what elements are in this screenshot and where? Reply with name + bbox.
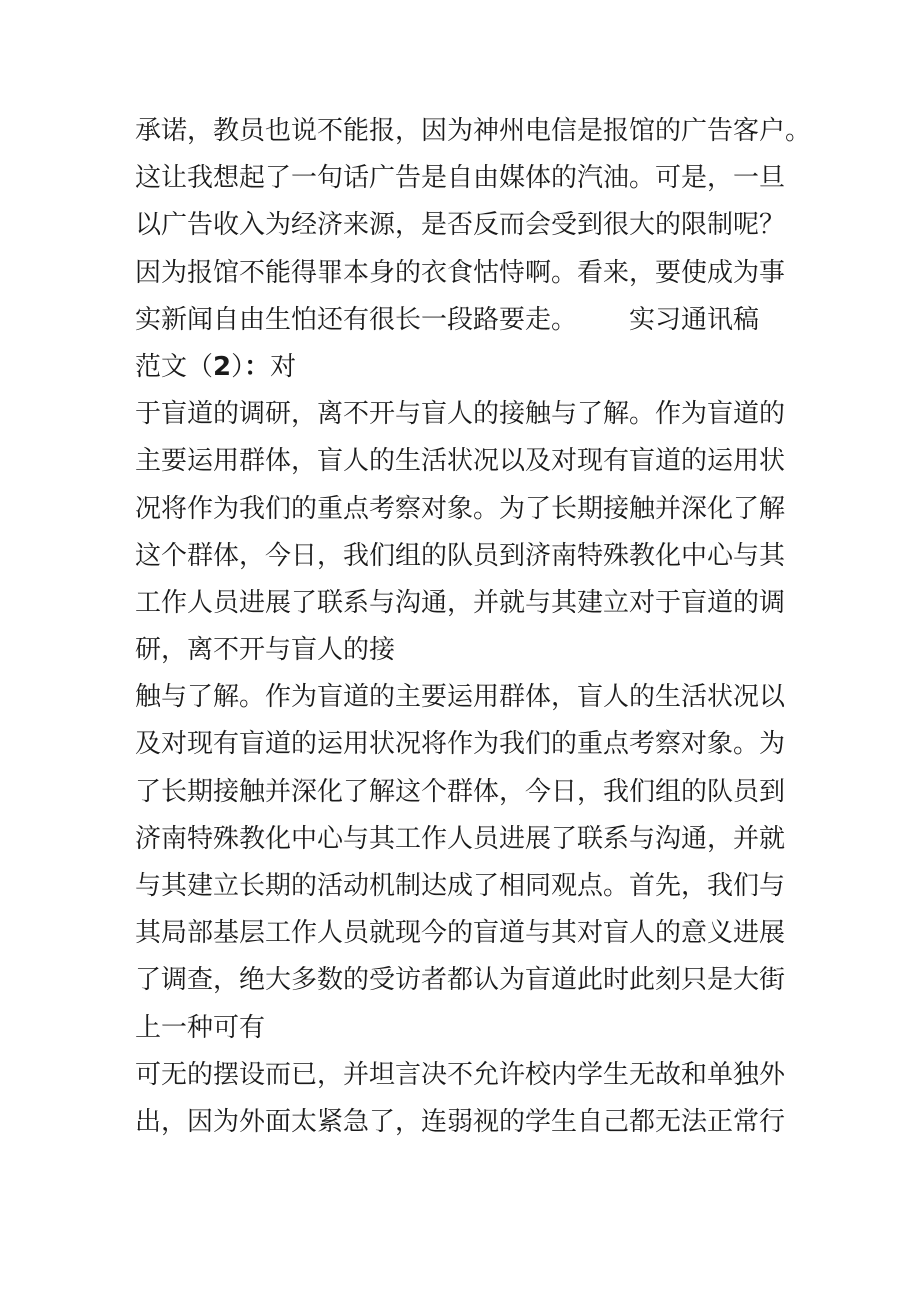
paragraph-line: 了调查，绝大多数的受访者都认为盲道此时此刻只是大街 bbox=[135, 965, 786, 996]
paragraph-line: 因为报馆不能得罪本身的衣食怙恃啊。看来，要使成为事 bbox=[135, 257, 786, 288]
paragraph-line: 主要运用群体，盲人的生活状况以及对现有盲道的运用状 bbox=[135, 446, 786, 477]
heading-colon: ： bbox=[244, 351, 271, 382]
heading-close: ） bbox=[231, 351, 245, 382]
heading-prefix: 范文（ bbox=[135, 351, 214, 382]
paragraph-line: 出，因为外面太紧急了，连弱视的学生自己都无法正常行 bbox=[135, 1106, 786, 1137]
paragraph-line: 研，离不开与盲人的接 bbox=[135, 635, 396, 666]
paragraph-line: 与其建立长期的活动机制达成了相同观点。首先，我们与 bbox=[135, 871, 786, 901]
paragraph-line: 可无的摆设而已，并坦言决不允许校内学生无故和单独外 bbox=[135, 1059, 786, 1090]
paragraph-line: 况将作为我们的重点考察对象。为了长期接触并深化了解 bbox=[135, 493, 786, 524]
paragraph-line: 及对现有盲道的运用状况将作为我们的重点考察对象。为 bbox=[135, 729, 786, 760]
heading-number: 2 bbox=[213, 351, 232, 382]
document-body bbox=[135, 108, 815, 1146]
paragraph-line: 济南特殊教化中心与其工作人员进展了联系与沟通，并就 bbox=[135, 823, 786, 854]
paragraph-line: 上一种可有 bbox=[135, 1012, 266, 1043]
paragraph-line: 于盲道的调研，离不开与盲人的接触与了解。作为盲道的 bbox=[135, 399, 786, 430]
paragraph-line: 触与了解。作为盲道的主要运用群体，盲人的生活状况以 bbox=[135, 682, 786, 713]
paragraph-line: 承诺，教员也说不能报，因为神州电信是报馆的广告客户。 bbox=[135, 116, 812, 146]
paragraph-line: 以广告收入为经济来源，是否反而会受到很大的限制呢？ bbox=[135, 210, 786, 241]
heading-suffix: 对 bbox=[270, 351, 297, 382]
section-heading: 实习通讯稿 bbox=[629, 304, 760, 335]
paragraph-line: 这让我想起了一句话广告是自由媒体的汽油。可是，一旦 bbox=[135, 163, 786, 194]
section-heading-line bbox=[135, 344, 815, 391]
paragraph-text: 实新闻自由生怕还有很长一段路要走。 bbox=[135, 304, 578, 335]
paragraph-line: 其局部基层工作人员就现今的盲道与其对盲人的意义进展 bbox=[135, 918, 786, 949]
paragraph-line: 了长期接触并深化了解这个群体，今日，我们组的队员到 bbox=[135, 776, 786, 807]
paragraph-line: 工作人员进展了联系与沟通，并就与其建立对于盲道的调 bbox=[135, 587, 786, 618]
paragraph-line: 这个群体，今日，我们组的队员到济南特殊教化中心与其 bbox=[135, 540, 786, 571]
paragraph-line-with-heading bbox=[135, 297, 815, 344]
